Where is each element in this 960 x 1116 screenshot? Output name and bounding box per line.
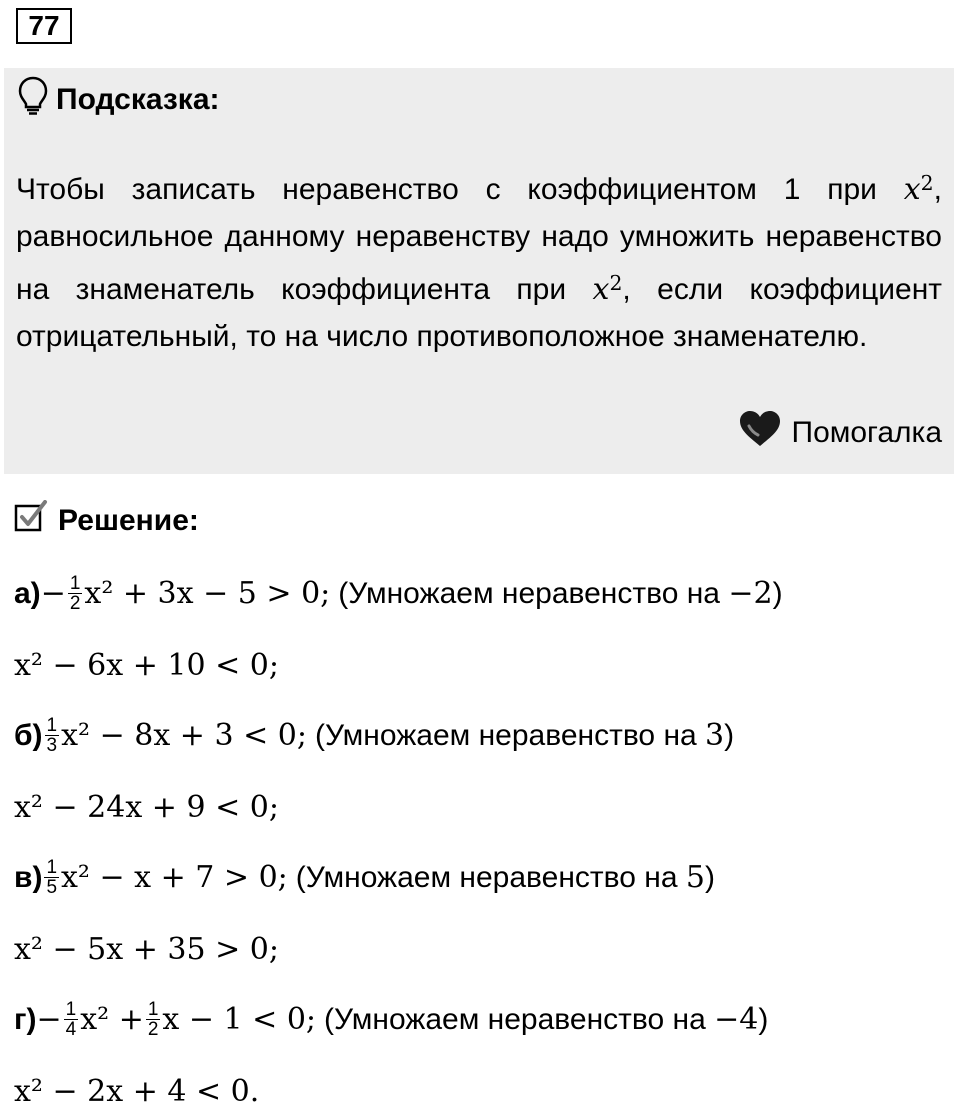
pomogalka-brand: [738, 410, 943, 456]
brand-label: Помогалка: [791, 416, 942, 449]
fraction: $\frac{1}{5}$: [46, 857, 58, 898]
solution-line-b: б) $\frac{1}{3}$ x² − 8x + 3 < 0; (Умножаем неравенство на 3): [14, 715, 735, 756]
heart-icon: [738, 410, 782, 456]
fraction: $\frac{1}{4}$: [65, 999, 77, 1040]
note: (Умножаем неравенство на 3): [314, 718, 735, 753]
fraction: $\frac{1}{2}$: [69, 573, 81, 614]
solution-header: [14, 500, 199, 542]
hint-box: [4, 68, 954, 474]
result-line-v: x² − 5x + 35 > 0;: [14, 932, 279, 967]
result-line-b: x² − 24x + 9 < 0;: [14, 790, 279, 825]
result-line-g: x² − 2x + 4 < 0.: [14, 1074, 260, 1109]
result-line-a: x² − 6x + 10 < 0;: [14, 648, 279, 683]
note: (Умножаем неравенство на 5): [295, 860, 715, 895]
note: (Умножаем неравенство на −2): [338, 576, 783, 611]
hint-header: [18, 76, 220, 124]
fraction: $\frac{1}{3}$: [46, 715, 58, 756]
note: (Умножаем неравенство на −4): [324, 1002, 769, 1037]
checkbox-icon: [14, 500, 48, 542]
fraction: $\frac{1}{2}$: [147, 999, 159, 1040]
hint-title: Подсказка:: [56, 83, 220, 116]
hint-text: Чтобы записать неравенство с коэффициентом 1 при $x^2$, равносильное данному неравенству надо умножить неравенство на знаменатель коэффициента при $x^2$, если коэффициент отрицательный, то на число противоположное знаменателю.: [16, 171, 942, 353]
solution-title: Решение:: [58, 504, 199, 537]
task-number: 77: [16, 8, 72, 44]
solution-line-a: а) − $\frac{1}{2}$ x² + 3x − 5 > 0; (Умножаем неравенство на −2): [14, 573, 783, 614]
lightbulb-icon: [18, 76, 48, 124]
solution-line-v: в) $\frac{1}{5}$ x² − x + 7 > 0; (Умножаем неравенство на 5): [14, 857, 715, 898]
solution-line-g: г) − $\frac{1}{4}$ x² + $\frac{1}{2}$ x − 1 < 0; (Умножаем неравенство на −4): [14, 999, 769, 1040]
